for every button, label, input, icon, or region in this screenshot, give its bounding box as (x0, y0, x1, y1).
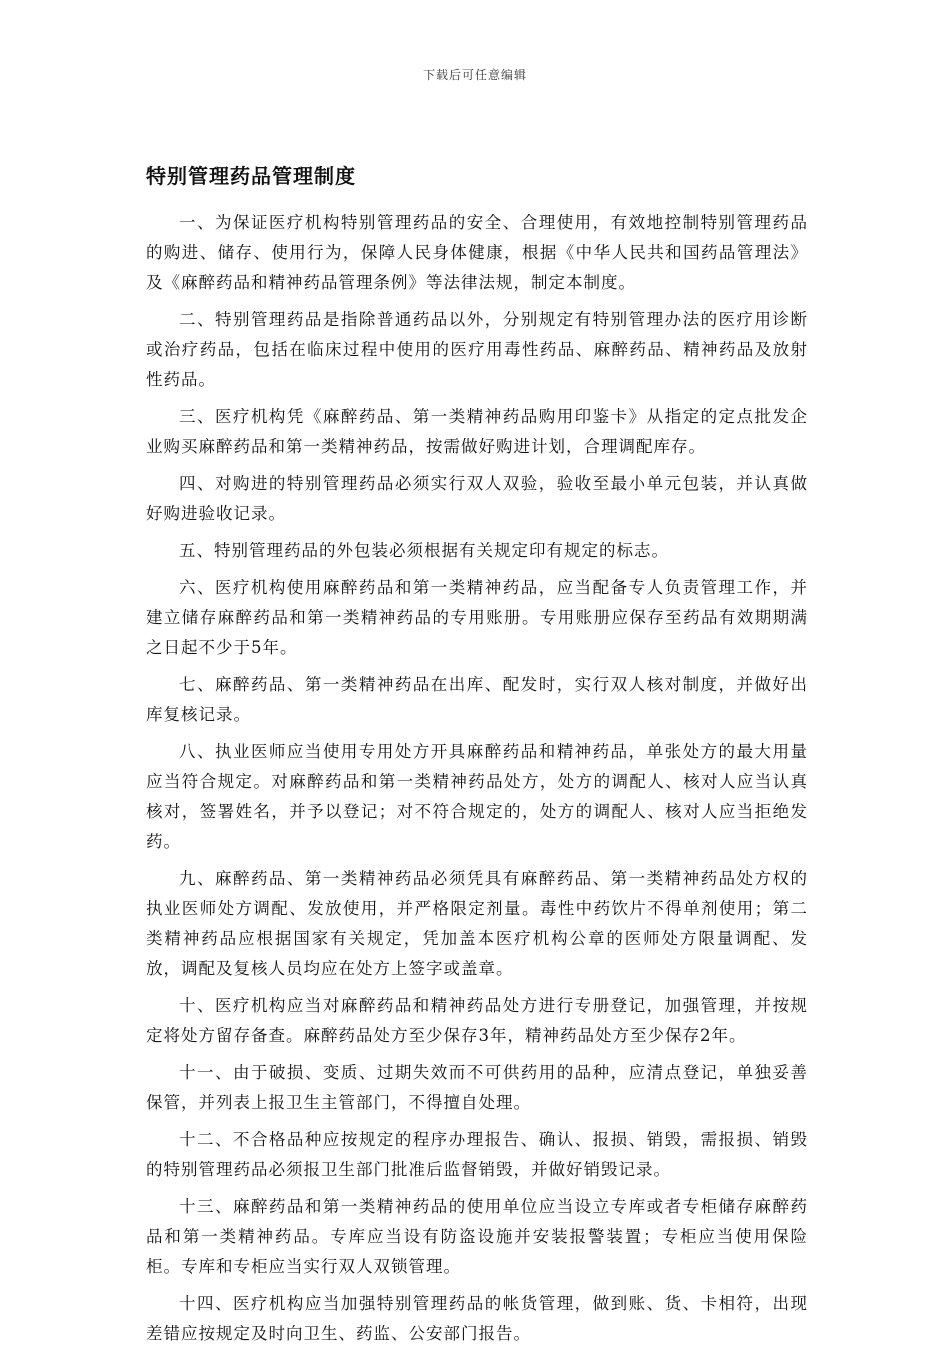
clause-2: 二、特别管理药品是指除普通药品以外，分别规定有特别管理办法的医疗用诊断或治疗药品，包括在临床过程中使用的医疗用毒性药品、麻醉药品、精神药品及放射性药品。 (146, 310, 808, 389)
clause-13: 十三、麻醉药品和第一类精神药品的使用单位应当设立专库或者专柜储存麻醉药品和第一类精神药品。专库应当设有防盗设施并安装报警装置；专柜应当使用保险柜。专库和专柜应当实行双人双锁管理。 (146, 1197, 808, 1276)
clause-14: 十四、医疗机构应当加强特别管理药品的帐货管理，做到账、货、卡相符，出现差错应按规定及时向卫生、药监、公安部门报告。 (146, 1294, 808, 1343)
page-header-note: 下载后可任意编辑 (422, 68, 527, 82)
document-body (146, 208, 808, 1356)
clause-6: 六、医疗机构使用麻醉药品和第一类精神药品，应当配备专人负责管理工作，并建立储存麻醉药品和第一类精神药品的专用账册。专用账册应保存至药品有效期期满之日起不少于5年。 (146, 578, 808, 657)
clause-9: 九、麻醉药品、第一类精神药品必须凭具有麻醉药品、第一类精神药品处方权的执业医师处方调配、发放使用，并严格限定剂量。毒性中药饮片不得单剂使用；第二类精神药品应根据国家有关规定，凭加盖本医疗机构公章的医师处方限量调配、发放，调配及复核人员均应在处方上签字或盖章。 (146, 869, 808, 978)
clause-1: 一、为保证医疗机构特别管理药品的安全、合理使用，有效地控制特别管理药品的购进、储存、使用行为，保障人民身体健康，根据《中华人民共和国药品管理法》及《麻醉药品和精神药品管理条例》等法律法规，制定本制度。 (146, 213, 808, 292)
clause-4: 四、对购进的特别管理药品必须实行双人双验，验收至最小单元包装，并认真做好购进验收记录。 (146, 474, 808, 523)
clause-10: 十、医疗机构应当对麻醉药品和精神药品处方进行专册登记，加强管理，并按规定将处方留存备查。麻醉药品处方至少保存3年，精神药品处方至少保存2年。 (146, 996, 808, 1045)
clause-7: 七、麻醉药品、第一类精神药品在出库、配发时，实行双人核对制度，并做好出库复核记录。 (146, 675, 808, 724)
clause-8: 八、执业医师应当使用专用处方开具麻醉药品和精神药品，单张处方的最大用量应当符合规定。对麻醉药品和第一类精神药品处方，处方的调配人、核对人应当认真核对，签署姓名，并予以登记；对不符合规定的，处方的调配人、核对人应当拒绝发药。 (146, 742, 808, 851)
clause-12: 十二、不合格品种应按规定的程序办理报告、确认、报损、销毁，需报损、销毁的特别管理药品必须报卫生部门批准后监督销毁，并做好销毁记录。 (146, 1130, 808, 1179)
clause-11: 十一、由于破损、变质、过期失效而不可供药用的品种，应清点登记，单独妥善保管，并列表上报卫生主管部门，不得擅自处理。 (146, 1063, 808, 1112)
clause-5: 五、特别管理药品的外包装必须根据有关规定印有规定的标志。 (179, 541, 669, 560)
clause-3: 三、医疗机构凭《麻醉药品、第一类精神药品购用印鉴卡》从指定的定点批发企业购买麻醉药品和第一类精神药品，按需做好购进计划，合理调配库存。 (146, 407, 808, 456)
document-title: 特别管理药品管理制度 (146, 164, 356, 188)
